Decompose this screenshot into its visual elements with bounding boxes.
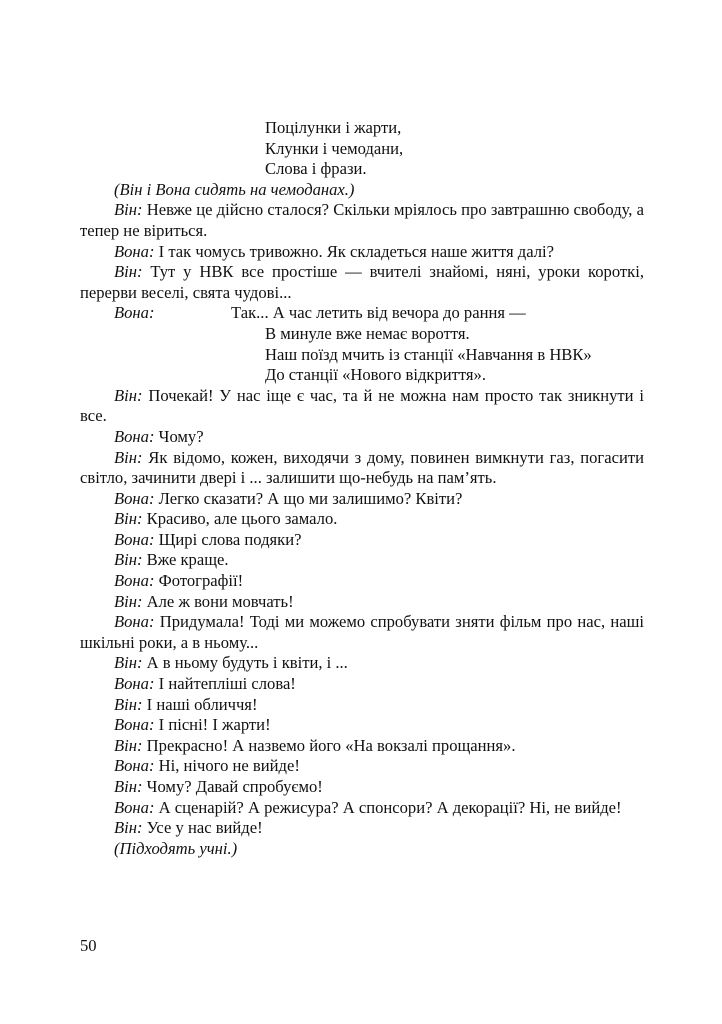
speaker: Він: [114, 385, 143, 405]
speaker: Він: [114, 591, 143, 611]
page-number: 50 [80, 936, 97, 955]
speaker: Вона: [114, 797, 155, 817]
dialogue-line [80, 200, 644, 241]
dialogue-text: Щирі слова подяки? [158, 529, 302, 549]
dialogue-text: Красиво, але цього замало. [146, 509, 338, 529]
dialogue-line [80, 489, 644, 510]
dialogue-text: Усе у нас вийде! [146, 818, 263, 838]
verse-line: Слова і фрази. [265, 159, 367, 179]
dialogue-line [80, 715, 644, 736]
speaker: Вона: [114, 488, 155, 508]
speaker: Вона: [114, 529, 155, 549]
dialogue-line [80, 262, 644, 303]
dialogue-line [80, 756, 644, 777]
dialogue-text: І пісні! І жарти! [158, 715, 271, 735]
dialogue-text: А в ньому будуть і квіти, і ... [146, 653, 348, 673]
dialogue-line [80, 427, 644, 448]
dialogue-block [80, 386, 644, 839]
speaker: Він: [114, 262, 143, 282]
dialogue-text: Невже це дійсно сталося? Скільки мріялось про завтрашню свободу, а тепер не віриться. [80, 200, 644, 240]
dialogue-line [80, 530, 644, 551]
dialogue-text: А сценарій? А режисура? А спонсори? А декорації? Ні, не вийде! [158, 797, 622, 817]
speaker: Він: [114, 550, 143, 570]
dialogue-line [80, 509, 644, 530]
dialogue-text: Вже краще. [146, 550, 229, 570]
speaker: Він: [114, 818, 143, 838]
dialogue-text: Фотографії! [158, 571, 244, 591]
dialogue-line [80, 242, 644, 263]
speaker: Вона: [114, 612, 155, 632]
dialogue-line [80, 674, 644, 695]
speaker: Він: [114, 735, 143, 755]
dialogue-text: Тут у НВК все простіше — вчителі знайомі, няні, уроки короткі, перерви веселі, свята чудові... [80, 262, 644, 302]
verse-line: Поцілунки і жарти, [265, 118, 402, 137]
speaker: Він: [114, 653, 143, 673]
dialogue-text: І найтепліші слова! [158, 674, 296, 694]
speaker: Він: [114, 509, 143, 529]
speaker: Він: [114, 777, 143, 796]
dialogue-line [80, 612, 644, 653]
dialogue-line [80, 571, 644, 592]
speaker: Він: [114, 200, 143, 220]
page-content [80, 118, 644, 859]
dialogue-text: Чому? Давай спробуємо! [146, 777, 323, 796]
stage-direction: (Підходять учні.) [114, 838, 238, 858]
dialogue-line [80, 777, 644, 798]
stage-direction: (Він і Вона сидять на чемоданах.) [114, 179, 355, 199]
dialogue-line [80, 592, 644, 613]
dialogue-text: Легко сказати? А що ми залишимо? Квіти? [158, 488, 463, 508]
speaker: Вона: [114, 426, 155, 446]
dialogue-line [80, 550, 644, 571]
dialogue-line [80, 818, 644, 839]
dialogue-line [80, 798, 644, 819]
dialogue-text: Прекрасно! А назвемо його «На вокзалі прощання». [146, 735, 516, 755]
speaker: Вона: [114, 715, 155, 735]
dialogue-text: Придумала! Тоді ми можемо спробувати зняти фільм про нас, наші шкільні роки, а в ньому... [80, 612, 644, 652]
verse-line: Так... А час летить від вечора до рання — [231, 303, 526, 323]
dialogue-text: Як відомо, кожен, виходячи з дому, повинен вимкнути газ, погасити світло, зачинити двері і ... залишити що-небудь на пам’ять. [80, 447, 644, 488]
speaker: Вона: [114, 571, 155, 591]
speaker: Вона: [114, 674, 155, 694]
verse-line: Клунки і чемодани, [265, 138, 404, 158]
speaker: Вона: [114, 756, 155, 776]
speaker: Він: [114, 447, 143, 467]
speaker: Вона: [114, 303, 155, 323]
dialogue-text: Ні, нічого не вийде! [158, 756, 300, 776]
dialogue-line [80, 736, 644, 757]
verse-dialogue [80, 303, 644, 324]
dialogue-text: І так чомусь тривожно. Як складеться наше життя далі? [158, 241, 555, 261]
dialogue-line [80, 653, 644, 674]
dialogue-text: Почекай! У нас іще є час, та й не можна нам просто так зникнути і все. [80, 385, 644, 426]
dialogue-line [80, 695, 644, 716]
verse-line: Наш поїзд мчить із станції «Навчання в НВК» [265, 344, 592, 364]
dialogue-text: Але ж вони мовчать! [146, 591, 294, 611]
dialogue-text: І наші обличчя! [146, 694, 258, 714]
speaker: Він: [114, 694, 143, 714]
verse-line: В минуле вже немає вороття. [265, 323, 470, 343]
dialogue-line [80, 448, 644, 489]
verse-line: До станції «Нового відкриття». [265, 365, 487, 385]
speaker: Вона: [114, 241, 155, 261]
dialogue-line [80, 386, 644, 427]
dialogue-text: Чому? [158, 426, 204, 446]
